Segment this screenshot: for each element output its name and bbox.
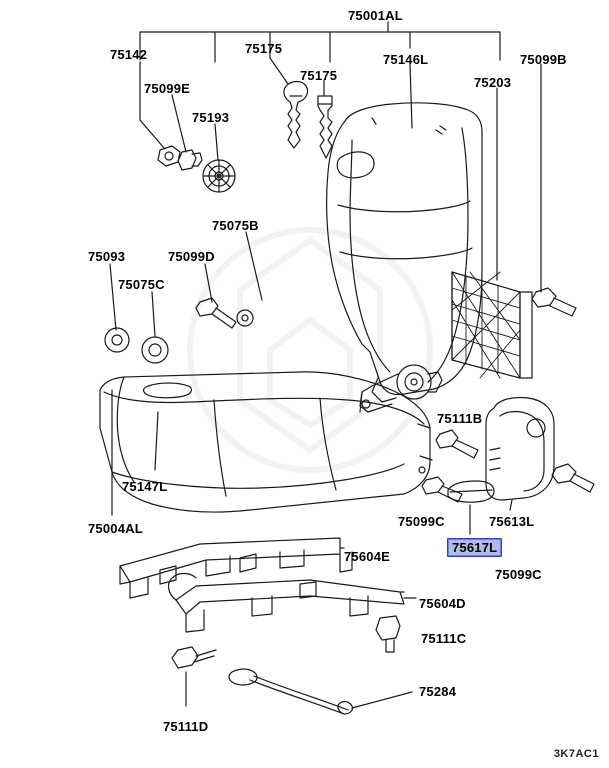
part-label-75111D[interactable]: 75111D: [163, 719, 209, 734]
part-label-75099D[interactable]: 75099D: [168, 249, 215, 264]
diagram-code: 3K7AC1: [553, 748, 599, 760]
part-label-75111C[interactable]: 75111C: [421, 631, 467, 646]
part-label-75604D[interactable]: 75604D: [419, 596, 466, 611]
part-label-75193[interactable]: 75193: [192, 110, 230, 125]
part-label-75203[interactable]: 75203: [474, 75, 512, 90]
part-label-75075C[interactable]: 75075C: [118, 277, 165, 292]
part-label-75001AL[interactable]: 75001AL: [348, 8, 403, 23]
part-label-75004AL[interactable]: 75004AL: [88, 521, 143, 536]
part-label-75142[interactable]: 75142: [110, 47, 148, 62]
part-label-75147L[interactable]: 75147L: [122, 479, 168, 494]
part-label-75617L[interactable]: 75617L: [447, 538, 502, 557]
part-label-75111B[interactable]: 75111B: [437, 411, 483, 426]
part-label-75604E[interactable]: 75604E: [344, 549, 391, 564]
part-label-75099E[interactable]: 75099E: [144, 81, 191, 96]
part-label-75613L[interactable]: 75613L: [489, 514, 535, 529]
part-label-75099C-upper[interactable]: 75099C: [398, 514, 445, 529]
part-label-75093[interactable]: 75093: [88, 249, 126, 264]
part-label-75075B[interactable]: 75075B: [212, 218, 259, 233]
part-label-75175-b[interactable]: 75175: [300, 68, 338, 83]
part-label-75099C-lower[interactable]: 75099C: [495, 567, 542, 582]
part-label-75146L[interactable]: 75146L: [383, 52, 429, 67]
part-label-75175-a[interactable]: 75175: [245, 41, 283, 56]
part-label-75099B[interactable]: 75099B: [520, 52, 567, 67]
part-label-75284[interactable]: 75284: [419, 684, 457, 699]
